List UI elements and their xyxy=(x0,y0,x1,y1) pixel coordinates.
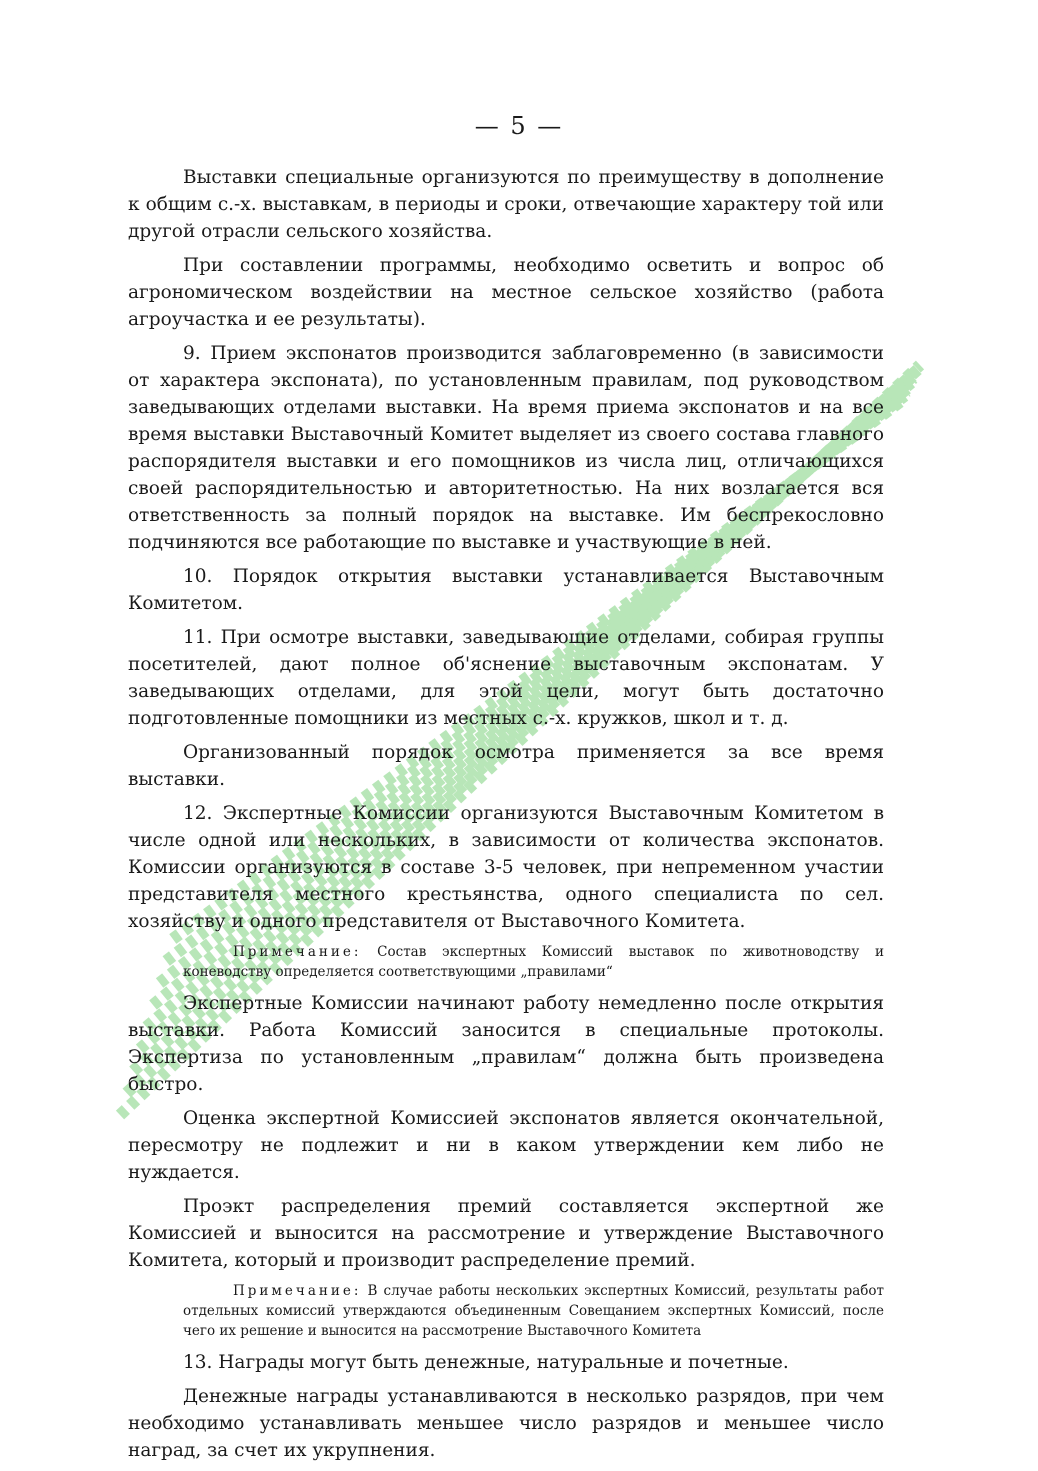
note-2-label: Примечание: xyxy=(233,1283,362,1299)
paragraph-organized-order: Организованный порядок осмотра применяется за все время выставки. xyxy=(128,742,884,790)
paragraph-special-exhibitions: Выставки специальные организуются по преимуществу в дополнение к общим с.-х. выставкам, в периоды и сроки, отвечающие характеру той или другой отрасли сельского хозяйства. xyxy=(128,167,884,242)
paragraph-expert-evaluation: Оценка экспертной Комиссией экспонатов является окончательной, пересмотру не подлежит и ни в каком утверждении кем либо не нуждается. xyxy=(128,1108,884,1183)
paragraph-13: 13. Награды могут быть денежные, натуральные и почетные. xyxy=(183,1352,789,1373)
paragraph-money-awards: Денежные награды устанавливаются в несколько разрядов, при чем необходимо устанавливать меньшее число разрядов и меньшее число наград, за счет их укрупнения. xyxy=(128,1386,884,1461)
note-1 xyxy=(183,942,884,982)
note-1-label: Примечание: xyxy=(233,944,362,960)
paragraph-9: 9. Прием экспонатов производится заблаговременно (в зависимости от характера экспоната), по установленным правилам, под руководством заведывающих отделами выставки. На время приема экспонатов и на все время выставки Выставочный Комитет выделяет из своего состава главного распорядителя выставки и его помощников из числа лиц, отличающихся своей распорядительностью и авторитетностью. На них возлагается вся ответственность за полный порядок на выставке. Им беспрекословно подчиняются все работающие по выставке и участвующие в ней. xyxy=(128,343,884,553)
note-2 xyxy=(183,1281,884,1341)
paragraph-prize-project: Проэкт распределения премий составляется экспертной же Комиссией и выносится на рассмотрение и утверждение Выставочного Комитета, который и производит распределение премий. xyxy=(128,1196,884,1271)
page-number: — 5 — xyxy=(474,112,564,140)
document-body xyxy=(128,164,884,1471)
paragraph-program: При составлении программы, необходимо осветить и вопрос об агрономическом воздействии на местное сельское хозяйство (работа агроучастка и ее результаты). xyxy=(128,255,884,330)
paragraph-11: 11. При осмотре выставки, заведывающие отделами, собирая группы посетителей, дают полное об'яснение выставочным экспонатам. У заведывающих отделами, для этой цели, могут быть достаточно подготовленные помощники из местных с.-х. кружков, школ и т. д. xyxy=(128,627,884,729)
note-1-text: Состав экспертных Комиссий выставок по животноводству и коневодству определяется соответствующими „правилами“ xyxy=(183,944,885,980)
paragraph-12: 12. Экспертные Комиссии организуются Выставочным Комитетом в числе одной или нескольких, в зависимости от количества экспонатов. Комиссии организуются в составе 3-5 человек, при непременном участии представителя местного крестьянства, одного специалиста по сел. хозяйству и одного представителя от Выставочного Комитета. xyxy=(128,803,884,932)
paragraph-10: 10. Порядок открытия выставки устанавливается Выставочным Комитетом. xyxy=(128,566,884,614)
note-2-text: В случае работы нескольких экспертных Комиссий, результаты работ отдельных комиссий утверждаются объединенным Совещанием экспертных Комиссий, после чего их решение и выносится на рассмотрение Выставочного Комитета xyxy=(183,1283,884,1339)
paragraph-expert-work: Экспертные Комиссии начинают работу немедленно после открытия выставки. Работа Комиссий заносится в специальные протоколы. Экспертиза по установленным „правилам“ должна быть произведена быстро. xyxy=(128,993,884,1095)
